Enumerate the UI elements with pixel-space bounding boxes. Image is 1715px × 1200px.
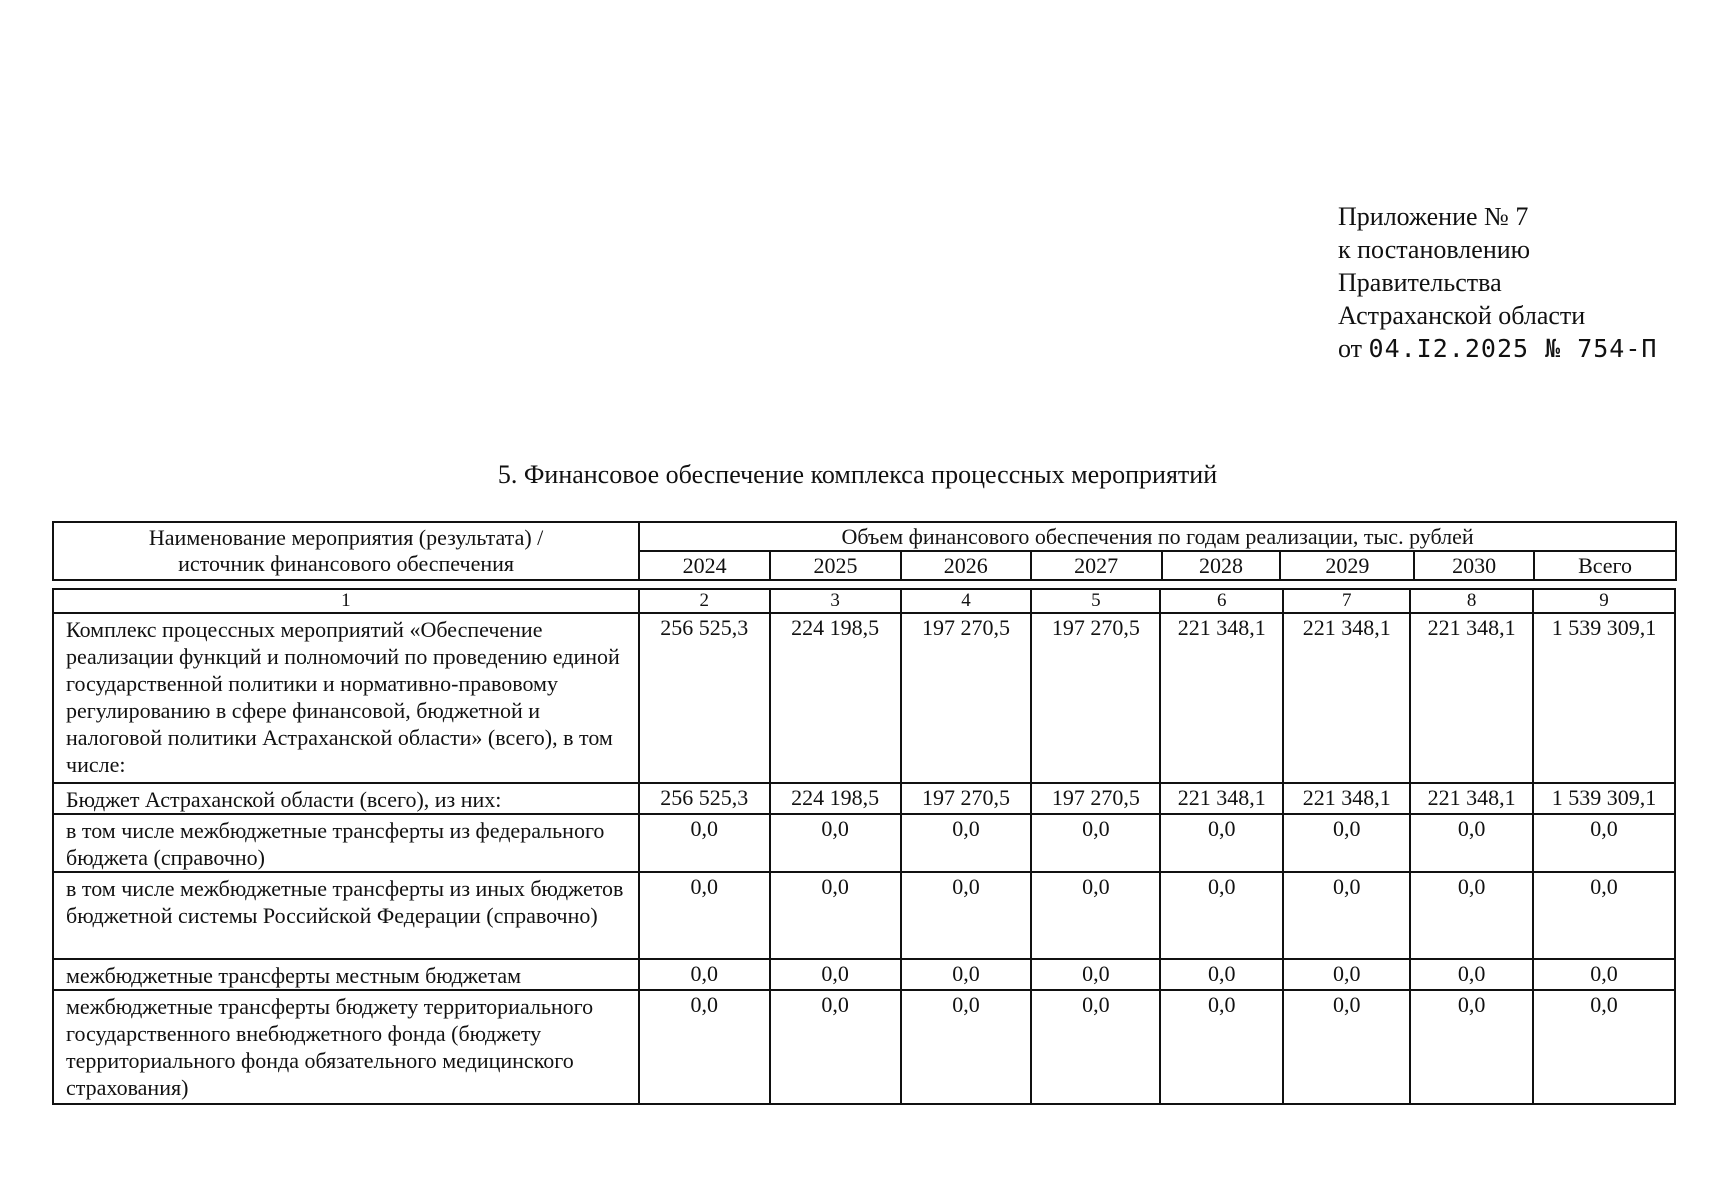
name-header-line2: источник финансового обеспечения <box>178 551 515 576</box>
cell-value: 224 198,5 <box>770 783 901 814</box>
column-number-row <box>53 589 1675 613</box>
cell-total: 1 539 309,1 <box>1533 613 1675 783</box>
appendix-date-number: 04.I2.2025 № 754-П <box>1368 334 1658 363</box>
cell-value: 197 270,5 <box>1031 783 1160 814</box>
volume-header: Объем финансового обеспечения по годам реализации, тыс. рублей <box>639 522 1676 551</box>
year-header-2024: 2024 <box>639 551 770 580</box>
cell-value: 256 525,3 <box>639 613 770 783</box>
column-number: 5 <box>1031 589 1160 613</box>
year-header-2027: 2027 <box>1031 551 1162 580</box>
year-header-2029: 2029 <box>1280 551 1414 580</box>
cell-value: 0,0 <box>1160 814 1283 872</box>
cell-value: 0,0 <box>1283 814 1410 872</box>
cell-value: 256 525,3 <box>639 783 770 814</box>
column-number: 1 <box>53 589 639 613</box>
appendix-line-resolution: к постановлению <box>1338 235 1531 264</box>
appendix-line-government: Правительства <box>1338 268 1502 297</box>
cell-total: 1 539 309,1 <box>1533 783 1675 814</box>
cell-value: 0,0 <box>770 959 901 990</box>
section-title: 5. Финансовое обеспечение комплекса процессных мероприятий <box>497 460 1218 489</box>
table-row <box>53 959 1675 990</box>
cell-value: 221 348,1 <box>1160 613 1283 783</box>
row-name: межбюджетные трансферты бюджету территориального государственного внебюджетного фонда (бюджету территориального фонда обязательного медицинского страхования) <box>53 990 639 1104</box>
table-row <box>53 814 1675 872</box>
cell-value: 0,0 <box>901 990 1032 1104</box>
cell-value: 0,0 <box>1031 814 1160 872</box>
cell-value: 0,0 <box>1410 872 1533 959</box>
appendix-date-line <box>1338 332 1657 365</box>
cell-value: 221 348,1 <box>1283 783 1410 814</box>
year-header-2030: 2030 <box>1414 551 1534 580</box>
appendix-date-prefix: от <box>1338 334 1363 363</box>
cell-value: 0,0 <box>1410 990 1533 1104</box>
cell-value: 0,0 <box>1031 990 1160 1104</box>
table-row <box>53 783 1675 814</box>
appendix-title: Приложение № 7 <box>1338 202 1529 231</box>
cell-value: 0,0 <box>1160 959 1283 990</box>
year-header-2026: 2026 <box>901 551 1031 580</box>
appendix-line-region: Астраханской области <box>1338 301 1586 330</box>
cell-value: 0,0 <box>1283 959 1410 990</box>
cell-value: 0,0 <box>1410 814 1533 872</box>
cell-value: 0,0 <box>901 814 1032 872</box>
row-name: в том числе межбюджетные трансферты из федерального бюджета (справочно) <box>53 814 639 872</box>
cell-value: 221 348,1 <box>1283 613 1410 783</box>
column-number: 3 <box>770 589 901 613</box>
cell-total: 0,0 <box>1533 990 1675 1104</box>
table-row <box>53 990 1675 1104</box>
row-name: межбюджетные трансферты местным бюджетам <box>53 959 639 990</box>
column-number: 8 <box>1410 589 1533 613</box>
table-row <box>53 613 1675 783</box>
column-number: 7 <box>1283 589 1410 613</box>
row-name: Бюджет Астраханской области (всего), из них: <box>53 783 639 814</box>
year-header-2025: 2025 <box>770 551 901 580</box>
name-header-line1: Наименование мероприятия (результата) / <box>148 525 544 550</box>
cell-value: 221 348,1 <box>1410 783 1533 814</box>
cell-value: 224 198,5 <box>770 613 901 783</box>
cell-value: 197 270,5 <box>1031 613 1160 783</box>
column-number: 4 <box>901 589 1032 613</box>
cell-value: 0,0 <box>901 959 1032 990</box>
cell-value: 197 270,5 <box>901 613 1032 783</box>
cell-value: 0,0 <box>901 872 1032 959</box>
appendix-block <box>1338 200 1657 365</box>
table-body <box>52 588 1676 1105</box>
name-column-header <box>53 522 639 580</box>
cell-total: 0,0 <box>1533 814 1675 872</box>
cell-total: 0,0 <box>1533 872 1675 959</box>
cell-value: 0,0 <box>770 872 901 959</box>
column-number: 9 <box>1533 589 1675 613</box>
year-header-2028: 2028 <box>1162 551 1281 580</box>
cell-value: 0,0 <box>639 990 770 1104</box>
cell-value: 0,0 <box>1410 959 1533 990</box>
cell-value: 197 270,5 <box>901 783 1032 814</box>
cell-total: 0,0 <box>1533 959 1675 990</box>
cell-value: 221 348,1 <box>1410 613 1533 783</box>
cell-value: 0,0 <box>1160 990 1283 1104</box>
cell-value: 0,0 <box>1283 990 1410 1104</box>
year-header-total: Всего <box>1534 551 1676 580</box>
cell-value: 0,0 <box>1283 872 1410 959</box>
cell-value: 0,0 <box>639 814 770 872</box>
cell-value: 221 348,1 <box>1160 783 1283 814</box>
table-row <box>53 872 1675 959</box>
cell-value: 0,0 <box>1031 959 1160 990</box>
row-name: Комплекс процессных мероприятий «Обеспечение реализации функций и полномочий по проведению единой государственной политики и нормативно-правовому регулированию в сфере финансовой, бюджетной и налоговой политики Астраханской области» (всего), в том числе: <box>53 613 639 783</box>
cell-value: 0,0 <box>1160 872 1283 959</box>
cell-value: 0,0 <box>770 814 901 872</box>
column-number: 6 <box>1160 589 1283 613</box>
cell-value: 0,0 <box>770 990 901 1104</box>
cell-value: 0,0 <box>1031 872 1160 959</box>
cell-value: 0,0 <box>639 872 770 959</box>
row-name: в том числе межбюджетные трансферты из иных бюджетов бюджетной системы Российской Федерации (справочно) <box>53 872 639 959</box>
column-number: 2 <box>639 589 770 613</box>
cell-value: 0,0 <box>639 959 770 990</box>
table-header <box>52 521 1677 581</box>
